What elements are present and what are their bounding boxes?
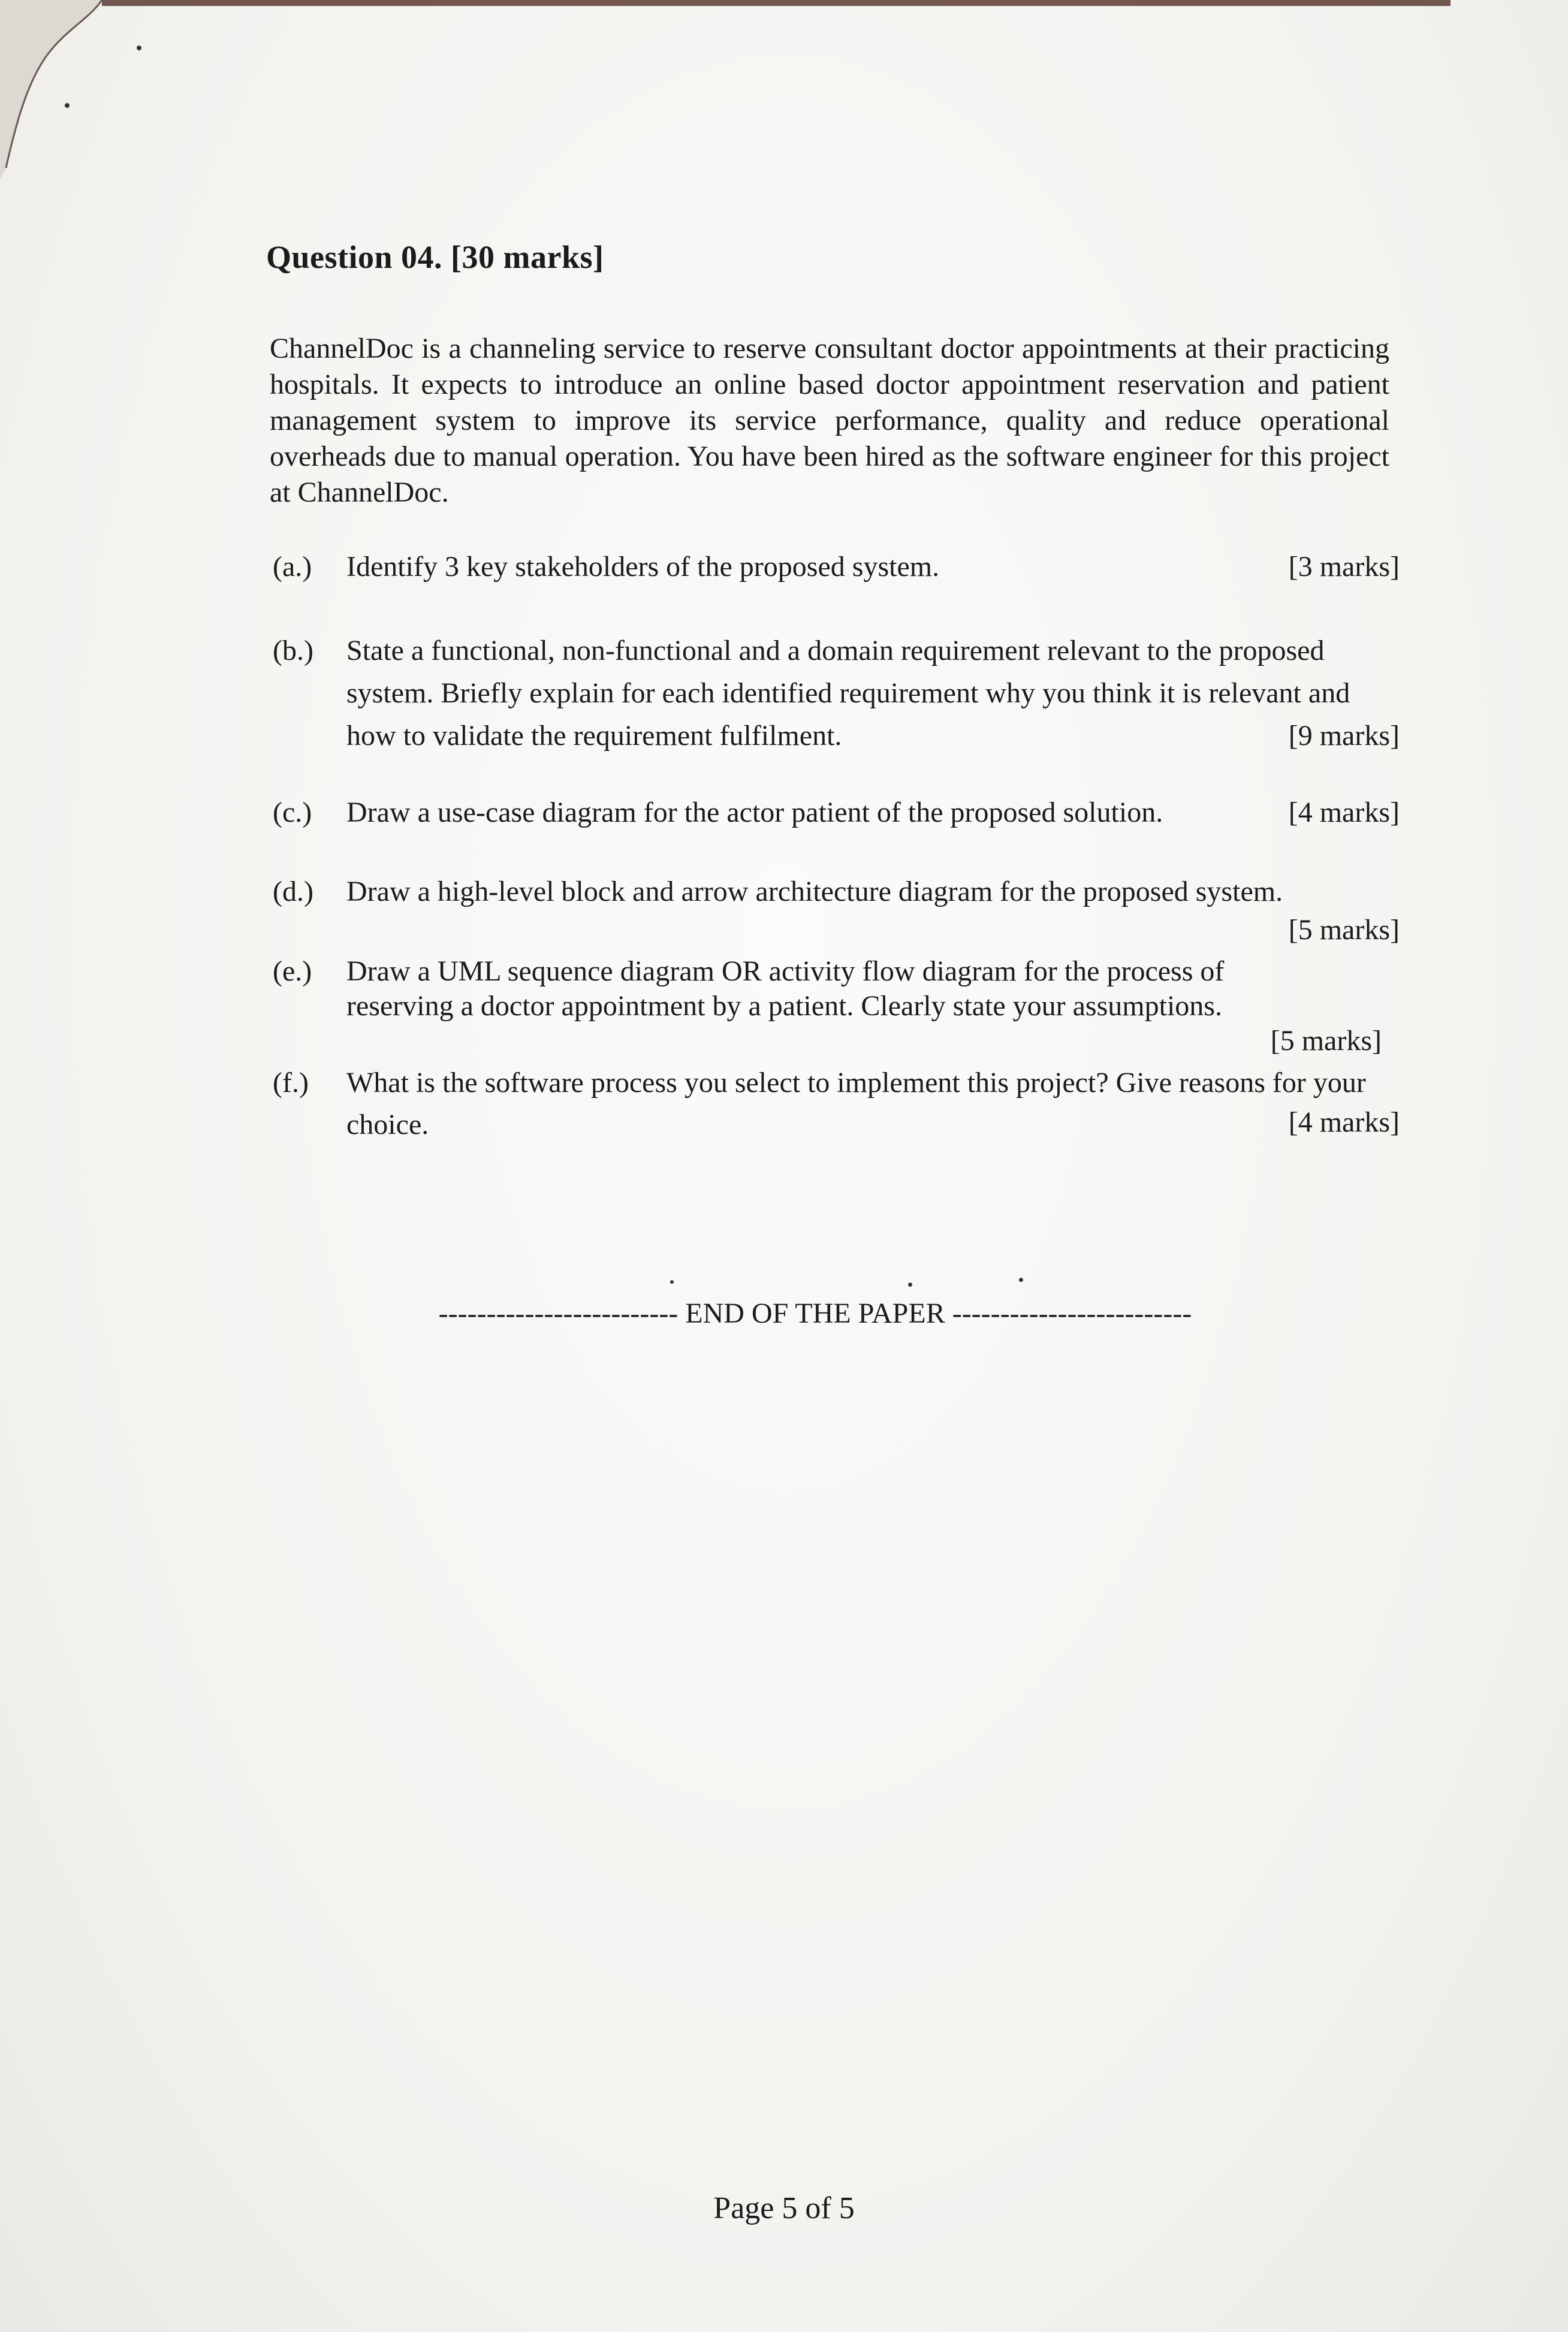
part-marks: [3 marks]: [1288, 551, 1400, 583]
question-intro: ChannelDoc is a channeling service to reserve consultant doctor appointments at their practicing hospitals. It expects to introduce an online based doctor appointment reservation and patient management system to improve its service performance, quality and reduce operational overheads due to manual operation. You have been hired as the software engineer for this project at ChannelDoc.: [270, 333, 1389, 508]
question-title: Question 04. [30 marks]: [266, 239, 604, 275]
corner-fold-mark: [0, 0, 120, 180]
question-part-f: [273, 1062, 1400, 1146]
part-marks: [4 marks]: [1288, 797, 1400, 828]
paper-speck: [1019, 1278, 1023, 1282]
part-letter: (b.): [273, 635, 313, 666]
part-letter: (c.): [273, 797, 312, 828]
question-part-e: [273, 954, 1400, 1062]
part-letter: (a.): [273, 551, 312, 583]
page-number: Page 5 of 5: [713, 2191, 855, 2225]
part-text: Draw a use-case diagram for the actor patient of the proposed solution.: [346, 797, 1163, 828]
paper-speck: [137, 46, 141, 50]
paper-speck: [908, 1283, 912, 1287]
part-letter: (d.): [273, 876, 313, 907]
part-marks: [5 marks]: [1270, 1025, 1382, 1057]
part-marks: [5 marks]: [1288, 914, 1400, 946]
part-text: Identify 3 key stakeholders of the proposed system.: [346, 551, 940, 583]
top-edge-shadow: [102, 0, 1451, 6]
part-letter: (e.): [273, 955, 312, 987]
question-part-d: [273, 870, 1400, 954]
part-text: What is the software process you select to implement this project? Give reasons for your choice.: [346, 1067, 1366, 1141]
question-part-c: [273, 791, 1400, 839]
question-part-a: [273, 545, 1400, 593]
part-marks: [9 marks]: [1288, 720, 1400, 752]
end-of-paper-line: ------------------------- END OF THE PAPER -------------------------: [438, 1298, 1192, 1329]
part-text: State a functional, non-functional and a domain requirement relevant to the proposed system. Briefly explain for each identified requirement why you think it is relevant and how to validate the requirement fulfilment.: [346, 635, 1350, 752]
part-letter: (f.): [273, 1067, 309, 1099]
part-text: Draw a UML sequence diagram OR activity flow diagram for the process of reserving a doctor appointment by a patient. Clearly state your assumptions.: [346, 955, 1225, 1022]
question-part-b: [273, 629, 1400, 761]
paper-speck: [65, 103, 70, 108]
part-marks: [4 marks]: [1288, 1106, 1400, 1138]
part-text: Draw a high-level block and arrow architecture diagram for the proposed system.: [346, 876, 1283, 907]
paper-speck: [670, 1280, 674, 1284]
